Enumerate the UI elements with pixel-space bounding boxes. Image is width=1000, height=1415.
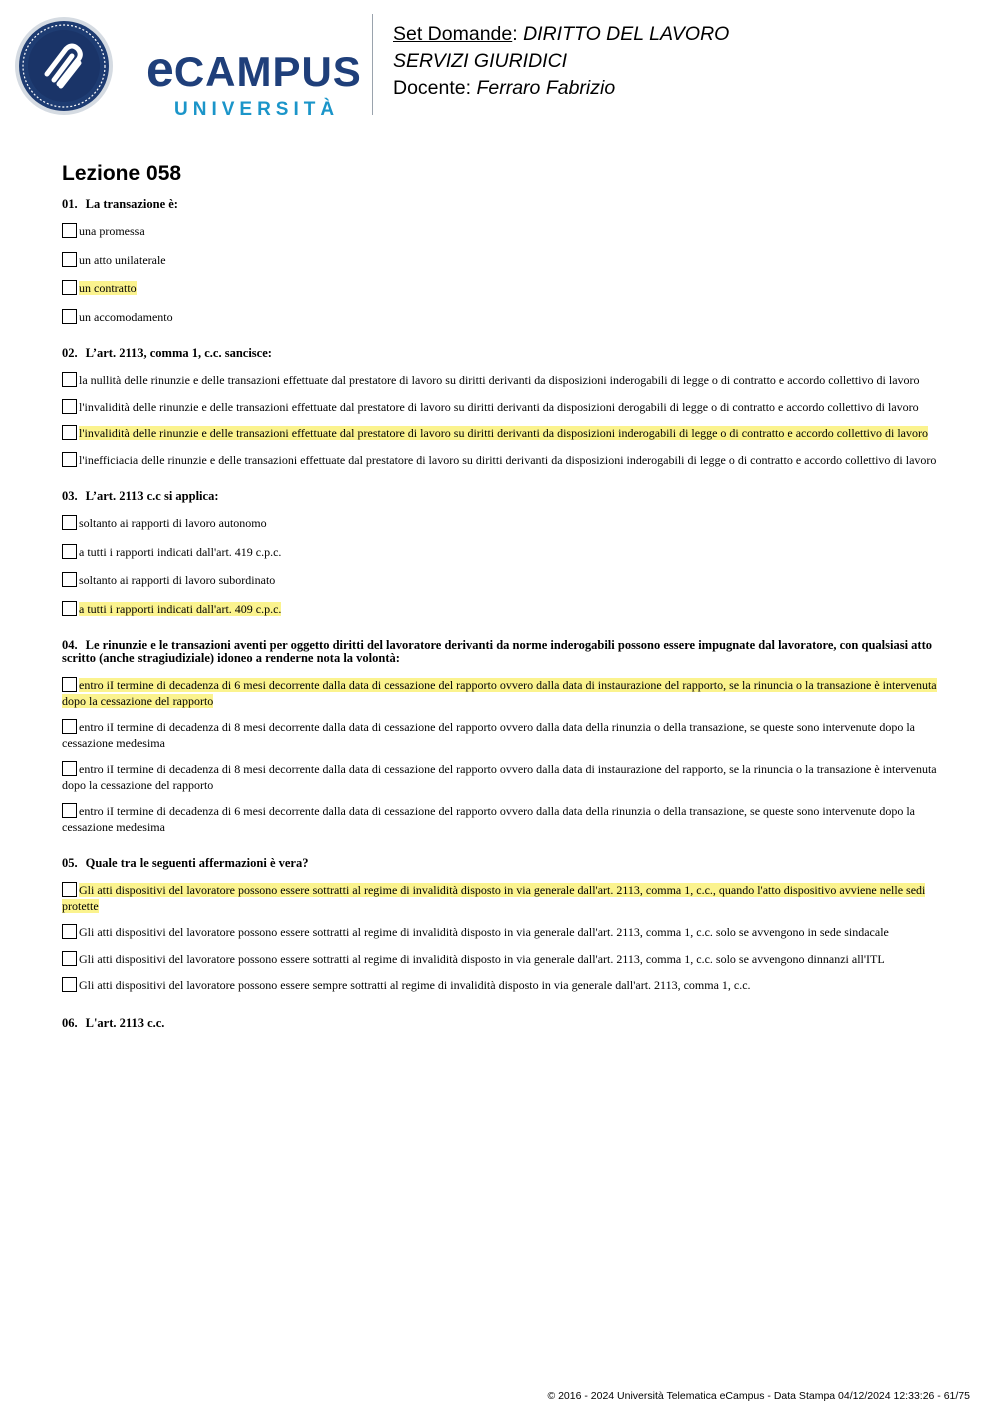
lesson-title: Lezione 058: [62, 162, 182, 185]
answer-text: entro iI termine di decadenza di 8 mesi decorrente dalla data di cessazione del rapporto ovvero dalla data della rinunzia o della transazione, se queste sono intervenute dopo la cessazione medesima: [62, 720, 915, 750]
brand-subtitle: UNIVERSITÀ: [174, 99, 340, 120]
answer-option[interactable]: [62, 924, 942, 941]
brand-wordmark: eCAMPUS: [146, 41, 362, 97]
checkbox-icon[interactable]: [62, 280, 77, 295]
answer-text: un accomodamento: [79, 309, 173, 324]
answer-text: entro iI termine di decadenza di 8 mesi decorrente dalla data di cessazione del rapporto ovvero dalla data di instaurazione del rapporto, se la rinuncia o la transazione è intervenuta dopo la cessazione del rapporto: [62, 762, 937, 792]
answer-option[interactable]: [62, 719, 942, 751]
checkbox-icon[interactable]: [62, 399, 77, 414]
checkbox-icon[interactable]: [62, 425, 77, 440]
answer-text: la nullità delle rinunzie e delle transazioni effettuate dal prestatore di lavoro su diritti derivanti da disposizioni inderogabili di legge o di contratto e accordo collettivo di lavoro: [79, 373, 920, 387]
question-text: [62, 490, 942, 503]
answer-text: Gli atti dispositivi del lavoratore possono essere sempre sottratti al regime di invalidità disposto in via generale dall'art. 2113, comma 1, c.c.: [79, 978, 751, 992]
question-number: 02.: [62, 346, 78, 360]
answer-option[interactable]: [62, 882, 942, 914]
answer-text: soltanto ai rapporti di lavoro subordinato: [79, 573, 276, 587]
answer-text: un atto unilaterale: [79, 252, 166, 267]
question-list: [62, 198, 942, 1031]
question-number: 01.: [62, 197, 78, 211]
header-divider: [372, 14, 373, 115]
answer-option[interactable]: [62, 951, 942, 968]
question-number: 04.: [62, 638, 78, 652]
answer-text: entro iI termine di decadenza di 6 mesi decorrente dalla data di cessazione del rapporto ovvero dalla data della rinunzia o della transazione, se queste sono intervenute dopo la cessazione medesima: [62, 804, 915, 834]
question-number: 05.: [62, 856, 78, 870]
question-label: Le rinunzie e le transazioni aventi per oggetto diritti del lavoratore derivanti da norme inderogabili possono essere impugnate dal lavoratore, con qualsiasi atto scritto (anche stragiudiziale) idoneo a renderne nota la volontà:: [62, 638, 932, 665]
checkbox-icon[interactable]: [62, 515, 77, 530]
answer-option[interactable]: [62, 223, 942, 240]
question-label: L’art. 2113, comma 1, c.c. sancisce:: [85, 346, 272, 360]
answer-option[interactable]: [62, 425, 942, 442]
university-seal-icon: [14, 16, 114, 116]
answer-text: l'inefficiacia delle rinunzie e delle transazioni effettuate dal prestatore di lavoro su diritti derivanti da disposizioni inderogabili di legge o di contratto e accordo collettivo di lavoro: [79, 452, 937, 467]
checkbox-icon[interactable]: [62, 252, 77, 267]
checkbox-icon[interactable]: [62, 572, 77, 587]
checkbox-icon[interactable]: [62, 951, 77, 966]
answer-text-correct: entro iI termine di decadenza di 6 mesi decorrente dalla data di cessazione del rapporto ovvero dalla data di instaurazione del rapporto, se la rinuncia o la transazione è intervenuta dopo la cessazione del rapporto: [62, 678, 937, 708]
answer-option[interactable]: [62, 601, 942, 618]
answer-text: una promessa: [79, 224, 145, 238]
answer-option[interactable]: [62, 977, 942, 994]
question-text: [62, 347, 942, 360]
answer-text: l'invalidità delle rinunzie e delle transazioni effettuate dal prestatore di lavoro su diritti derivanti da disposizioni derogabili di legge o di contratto e accordo collettivo di lavoro: [79, 399, 919, 414]
subject-line-2: SERVIZI GIURIDICI: [393, 50, 568, 72]
answer-option[interactable]: [62, 252, 942, 269]
document-header: Set Domande: DIRITTO DEL LAVORO SERVIZI GIURIDICI Docente: Ferraro Fabrizio: [393, 23, 730, 99]
checkbox-icon[interactable]: [62, 372, 77, 387]
question-label: La transazione è:: [85, 197, 178, 211]
question: [62, 490, 942, 617]
checkbox-icon[interactable]: [62, 677, 77, 692]
checkbox-icon[interactable]: [62, 223, 77, 238]
checkbox-icon[interactable]: [62, 309, 77, 324]
checkbox-icon[interactable]: [62, 761, 77, 776]
teacher-name: Ferraro Fabrizio: [476, 77, 616, 99]
ecampus-logo: [14, 14, 362, 120]
teacher-label: Docente:: [393, 77, 477, 99]
answer-option[interactable]: [62, 372, 942, 389]
subject-line-1: DIRITTO DEL LAVORO: [523, 23, 730, 45]
question-label: L’art. 2113 c.c si applica:: [85, 489, 219, 503]
answer-text-correct: a tutti i rapporti indicati dall'art. 409 c.p.c.: [79, 601, 282, 616]
answer-text-correct: Gli atti dispositivi del lavoratore possono essere sottratti al regime di invalidità disposto in via generale dall'art. 2113, comma 1, c.c., quando l'atto dispositivo avviene nelle sedi protette: [62, 883, 926, 913]
checkbox-icon[interactable]: [62, 882, 77, 897]
question-text: [62, 857, 942, 870]
answer-option[interactable]: [62, 280, 942, 297]
question: [62, 198, 942, 325]
question: [62, 639, 942, 835]
answer-text: Gli atti dispositivi del lavoratore possono essere sottratti al regime di invalidità disposto in via generale dall'art. 2113, comma 1, c.c. solo se avvengono in sede sindacale: [79, 925, 889, 939]
checkbox-icon[interactable]: [62, 601, 77, 616]
checkbox-icon[interactable]: [62, 803, 77, 818]
answer-option[interactable]: [62, 761, 942, 793]
answer-option[interactable]: [62, 452, 942, 469]
checkbox-icon[interactable]: [62, 719, 77, 734]
question: [62, 857, 942, 994]
question-number: 03.: [62, 489, 78, 503]
answer-text: soltanto ai rapporti di lavoro autonomo: [79, 516, 267, 530]
answer-text-correct: l'invalidità delle rinunzie e delle transazioni effettuate dal prestatore di lavoro su diritti derivanti da disposizioni inderogabili di legge o di contratto e accordo collettivo di lavoro: [79, 426, 929, 440]
page-footer: © 2016 - 2024 Università Telematica eCampus - Data Stampa 04/12/2024 12:33:26 - 61/75: [547, 1390, 970, 1402]
checkbox-icon[interactable]: [62, 977, 77, 992]
question-text: [62, 639, 942, 665]
answer-option[interactable]: [62, 544, 942, 561]
question-text: [62, 1016, 942, 1031]
answer-option[interactable]: [62, 309, 942, 326]
answer-option[interactable]: [62, 677, 942, 709]
answer-text: a tutti i rapporti indicati dall'art. 419 c.p.c.: [79, 544, 282, 559]
set-label: Set Domande: [393, 23, 513, 45]
answer-text: Gli atti dispositivi del lavoratore possono essere sottratti al regime di invalidità disposto in via generale dall'art. 2113, comma 1, c.c. solo se avvengono dinnanzi all'ITL: [79, 951, 885, 966]
answer-option[interactable]: [62, 515, 942, 532]
checkbox-icon[interactable]: [62, 452, 77, 467]
answer-option[interactable]: [62, 803, 942, 835]
answer-text-correct: un contratto: [79, 281, 137, 295]
question-text: [62, 198, 942, 211]
checkbox-icon[interactable]: [62, 544, 77, 559]
question-number: 06.: [62, 1015, 78, 1030]
answer-option[interactable]: [62, 572, 942, 589]
question-label: Quale tra le seguenti affermazioni è vera?: [85, 856, 309, 870]
question: [62, 347, 942, 468]
answer-option[interactable]: [62, 399, 942, 416]
checkbox-icon[interactable]: [62, 924, 77, 939]
question-label: L'art. 2113 c.c.: [85, 1015, 165, 1030]
